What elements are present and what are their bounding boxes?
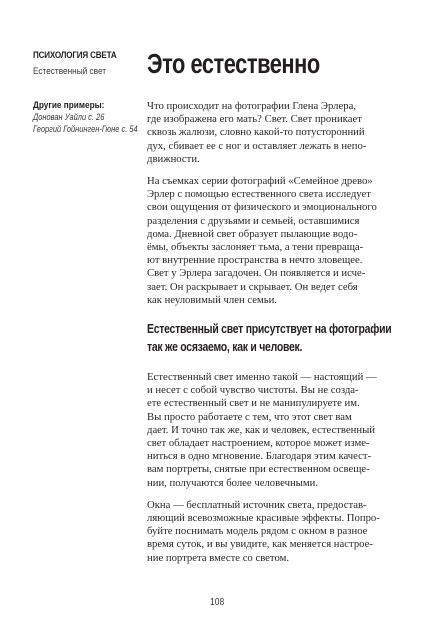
text-line: буйте поснимать модель рядом с окном в разное — [147, 525, 368, 538]
page-number: 108 — [210, 597, 225, 608]
text-line: ляющий всевозможные красивые эффекты. Попро- — [147, 512, 380, 525]
other-examples-heading: Другие примеры: — [33, 100, 105, 111]
paragraph-4 — [147, 499, 405, 565]
text-line: разделения с друзьями и семьей, оставшимися — [147, 214, 360, 227]
text-line: ют внутренние пространства в нечто зловещее. — [147, 254, 363, 267]
text-line: время суток, и вы увидите, как меняется настрое- — [147, 538, 373, 551]
section-subheading — [147, 320, 405, 355]
subheading-line: так же осязаемо, как и человек. — [147, 338, 303, 354]
text-line: и несет с собой чувство чистоты. Вы не созда- — [147, 384, 359, 397]
page-title: Это естественно — [147, 48, 320, 79]
paragraph-1 — [147, 100, 405, 166]
text-line: На съемках серии фотографий «Семейное древо» — [147, 175, 373, 188]
text-line: где изображена его мать? Свет. Свет проникает — [147, 113, 362, 126]
main-column — [147, 49, 405, 565]
subheading-line: Естественный свет присутствует на фотографии — [147, 321, 392, 337]
text-line: Эрлер с помощью естественного света исследует — [147, 188, 371, 201]
sidebar — [33, 49, 143, 135]
text-line: нии, получаются более человечными. — [147, 476, 319, 489]
text-line: дает. И точно так же, как и человек, естественный — [147, 423, 375, 436]
text-line: ниться в одно мгновение. Благодаря этим качест- — [147, 450, 372, 463]
text-line: ние портрета вместе со светом. — [147, 551, 290, 564]
text-line: ете естественный свет и не манипулируете им. — [147, 397, 360, 410]
text-line: как неуловимый член семьи. — [147, 293, 277, 306]
text-line: дух, сбивает ее с ног и оставляет лежать в непо- — [147, 139, 367, 152]
paragraph-3 — [147, 371, 405, 490]
text-line: свои ощущения от физического и эмоционального — [147, 201, 377, 214]
section-title: ПСИХОЛОГИЯ СВЕТА — [33, 49, 117, 60]
text-line: Естественный свет именно такой — настоящий — — [147, 371, 377, 384]
text-line: зает. Он раскрывает и скрывает. Он ведет себя — [147, 280, 358, 293]
text-line: Окна — бесплатный источник света, предостав- — [147, 498, 367, 511]
section-subtitle: Естественный свет — [33, 66, 107, 77]
text-line: сквозь жалюзи, словно какой-то потусторонний — [147, 126, 365, 139]
text-line: дома. Дневной свет образует пылающие водо- — [147, 227, 358, 240]
text-line: движности. — [147, 152, 200, 165]
other-example-item: Донован Уайли с. 26 — [33, 112, 105, 122]
other-examples — [33, 100, 143, 135]
text-line: вам портреты, снятые при естественном освеще- — [147, 463, 370, 476]
text-line: Свет у Эрлера загадочен. Он появляется и исче- — [147, 267, 366, 280]
text-line: Вы просто работаете с тем, что этот свет вам — [147, 410, 352, 423]
text-line: Что происходит на фотографии Глена Эрлера, — [147, 100, 357, 112]
other-example-item: Георгий Гойнинген-Гюне с. 54 — [33, 123, 138, 134]
paragraph-2 — [147, 175, 405, 307]
text-line: свет обладает настроением, которое может изме- — [147, 437, 370, 450]
text-line: ёмы, объекты заслоняет тьма, а тени превраща- — [147, 241, 364, 254]
